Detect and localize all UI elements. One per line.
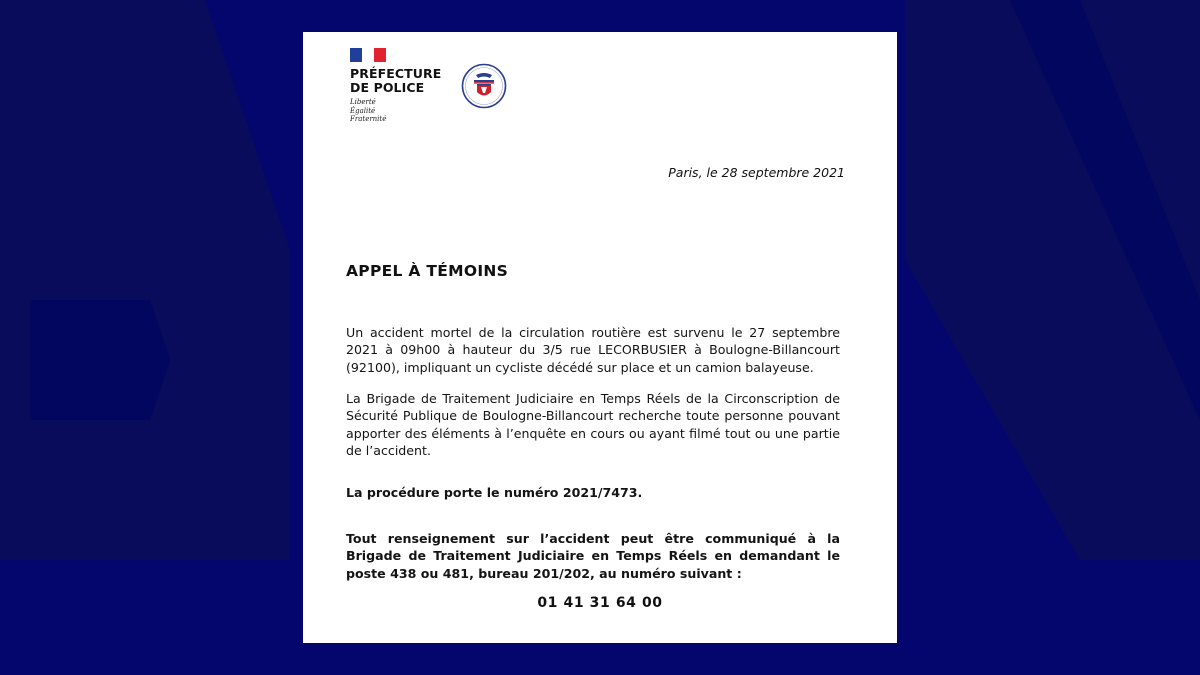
police-emblem-icon (461, 63, 507, 109)
watermark-letter-left-inner (30, 300, 170, 420)
document-date: Paris, le 28 septembre 2021 (668, 165, 845, 180)
paragraph-accident-description: Un accident mortel de la circulation routière est survenu le 27 septembre 2021 à 09h00 à hauteur du 3/5 rue LECORBUSIER à Boulogne-Billancourt (92100), impliquant un cycliste décédé sur place et un camion balayeuse. (346, 325, 840, 375)
french-flag-icon (350, 48, 386, 62)
prefecture-logo (350, 48, 450, 124)
motto-fraternite: Fraternité (350, 115, 387, 123)
org-name-line1: PRÉFECTURE (350, 66, 442, 81)
paragraph-witness-request: La Brigade de Traitement Judiciaire en Temps Réels de la Circonscription de Sécurité Publique de Boulogne-Billancourt recherche toute personne pouvant apporter des éléments à l’enquête en cours ou ayant filmé tout ou une partie de l’accident. (346, 391, 840, 459)
press-release-document (303, 32, 897, 643)
page-title: APPEL À TÉMOINS (346, 262, 509, 280)
org-name-line2: DE POLICE (350, 80, 425, 95)
paragraph-procedure-number: La procédure porte le numéro 2021/7473. (346, 485, 643, 500)
phone-number: 01 41 31 64 00 (537, 595, 663, 611)
watermark-letter-left (0, 0, 290, 560)
paragraph-contact-info: Tout renseignement sur l’accident peut être communiqué à la Brigade de Traitement Judiciaire en Temps Réels en demandant le poste 438 ou 481, bureau 201/202, au numéro suivant : (346, 531, 840, 581)
motto-egalite: Égalité (350, 106, 376, 115)
motto-liberte: Liberté (350, 98, 376, 106)
